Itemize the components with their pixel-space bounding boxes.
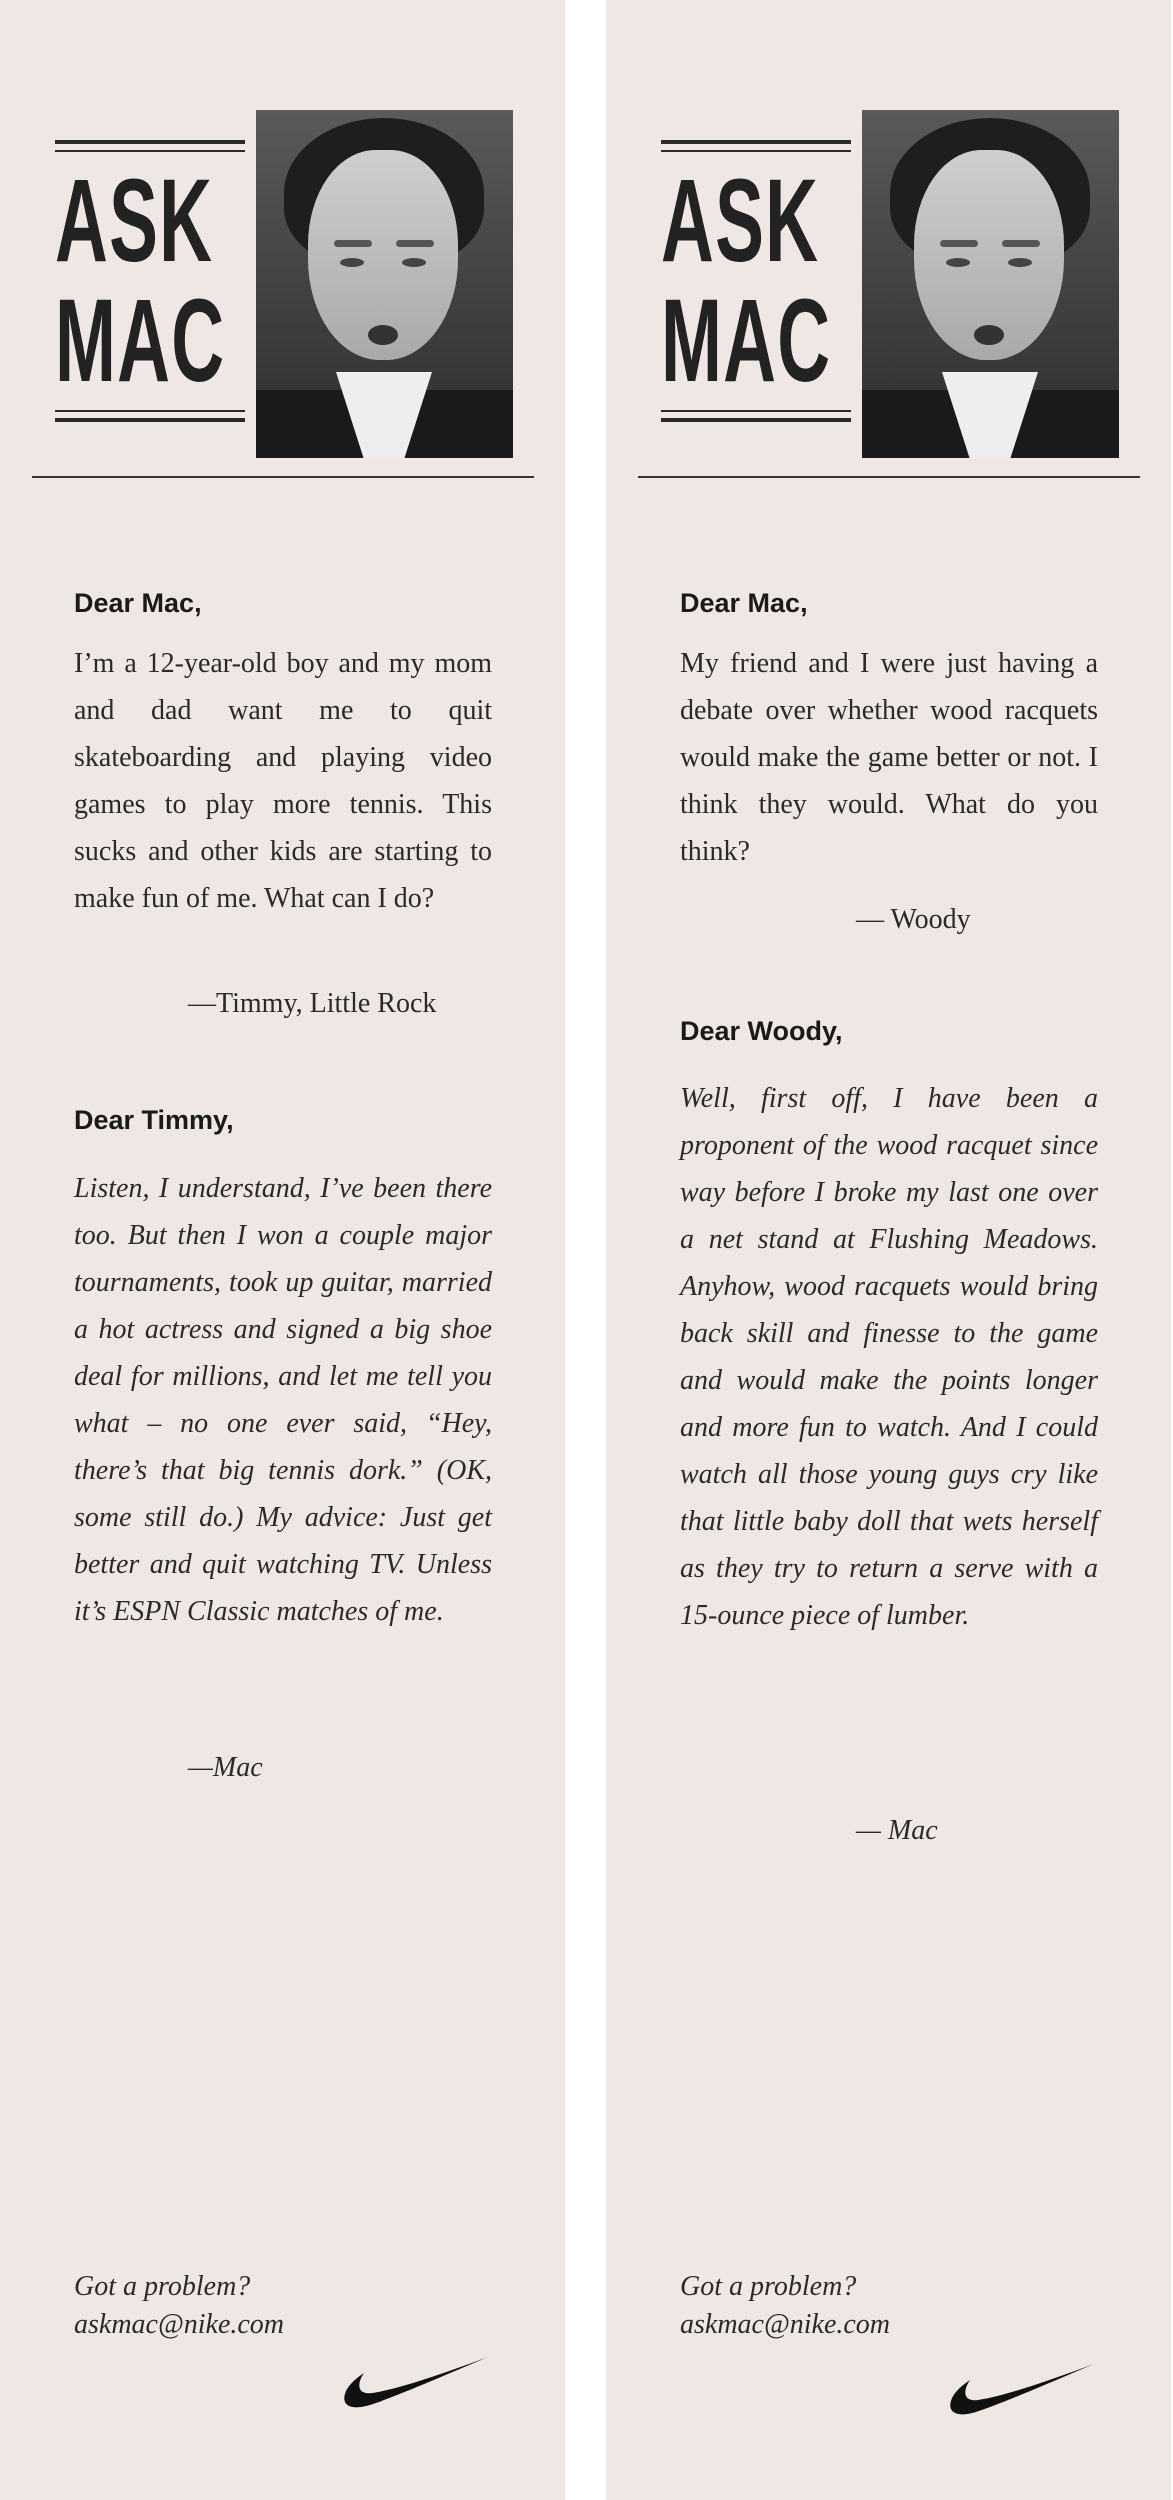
letter-body: My friend and I were just having a debate over whether wood racquets would make the game better or not. I think they would. What do you think? [680, 648, 1098, 867]
ad-column-right [606, 0, 1171, 2500]
title-rule [55, 410, 245, 412]
reply-greeting: Dear Woody, [680, 1016, 843, 1046]
footer-prompt: Got a problem? [74, 2271, 251, 2302]
header-divider [638, 476, 1140, 478]
title-rule [55, 150, 245, 152]
reply-body: Listen, I understand, I’ve been there too. But then I won a couple major tournaments, took up guitar, married a hot actress and signed a big shoe deal for millions, and let me tell you what – no one ever said, “Hey, there’s that big tennis dork.” (OK, some still do.) My advice: Just get better and quit watching TV. Unless it’s ESPN Classic matches of me. [74, 1173, 492, 1627]
reply-body: Well, first off, I have been a proponent of the wood racquet since way before I broke my last one over a net stand at Flushing Meadows. Anyhow, wood racquets would bring back skill and finesse to the game and would make the points longer and more fun to watch. And I could watch all those young guys cry like that little baby doll that wets herself as they try to return a serve with a 15-ounce piece of lumber. [680, 1083, 1098, 1631]
letter-signature: —Timmy, Little Rock [188, 988, 437, 1019]
title-rule [661, 150, 851, 152]
letter-greeting: Dear Mac, [74, 588, 202, 618]
title-rule [55, 140, 245, 144]
footer-email[interactable]: askmac@nike.com [680, 2309, 891, 2340]
title-rule [55, 418, 245, 422]
title-mac: MAC [55, 275, 226, 407]
portrait-photo [862, 110, 1119, 458]
letter-body: I’m a 12-year-old boy and my mom and dad want me to quit skateboarding and playing video games to play more tennis. This sucks and other kids are starting to make fun of me. What can I do? [74, 648, 492, 914]
header-divider [32, 476, 534, 478]
swoosh-logo [340, 2345, 490, 2415]
footer-contact [74, 2268, 284, 2344]
title-ask: ASK [55, 155, 214, 287]
title-rule [661, 410, 851, 412]
letter-greeting: Dear Mac, [680, 588, 808, 618]
swoosh-logo [946, 2352, 1096, 2422]
footer-prompt: Got a problem? [680, 2271, 857, 2302]
title-rule [661, 418, 851, 422]
reply-signature: —Mac [188, 1752, 263, 1783]
footer-contact [680, 2268, 890, 2344]
ad-column-left [0, 0, 565, 2500]
title-rule [661, 140, 851, 144]
letter-signature: — Woody [856, 904, 971, 935]
reply-signature: — Mac [856, 1815, 938, 1846]
footer-email[interactable]: askmac@nike.com [74, 2309, 285, 2340]
reply-greeting: Dear Timmy, [74, 1105, 234, 1135]
portrait-photo [256, 110, 513, 458]
title-ask: ASK [661, 155, 820, 287]
title-mac: MAC [661, 275, 832, 407]
